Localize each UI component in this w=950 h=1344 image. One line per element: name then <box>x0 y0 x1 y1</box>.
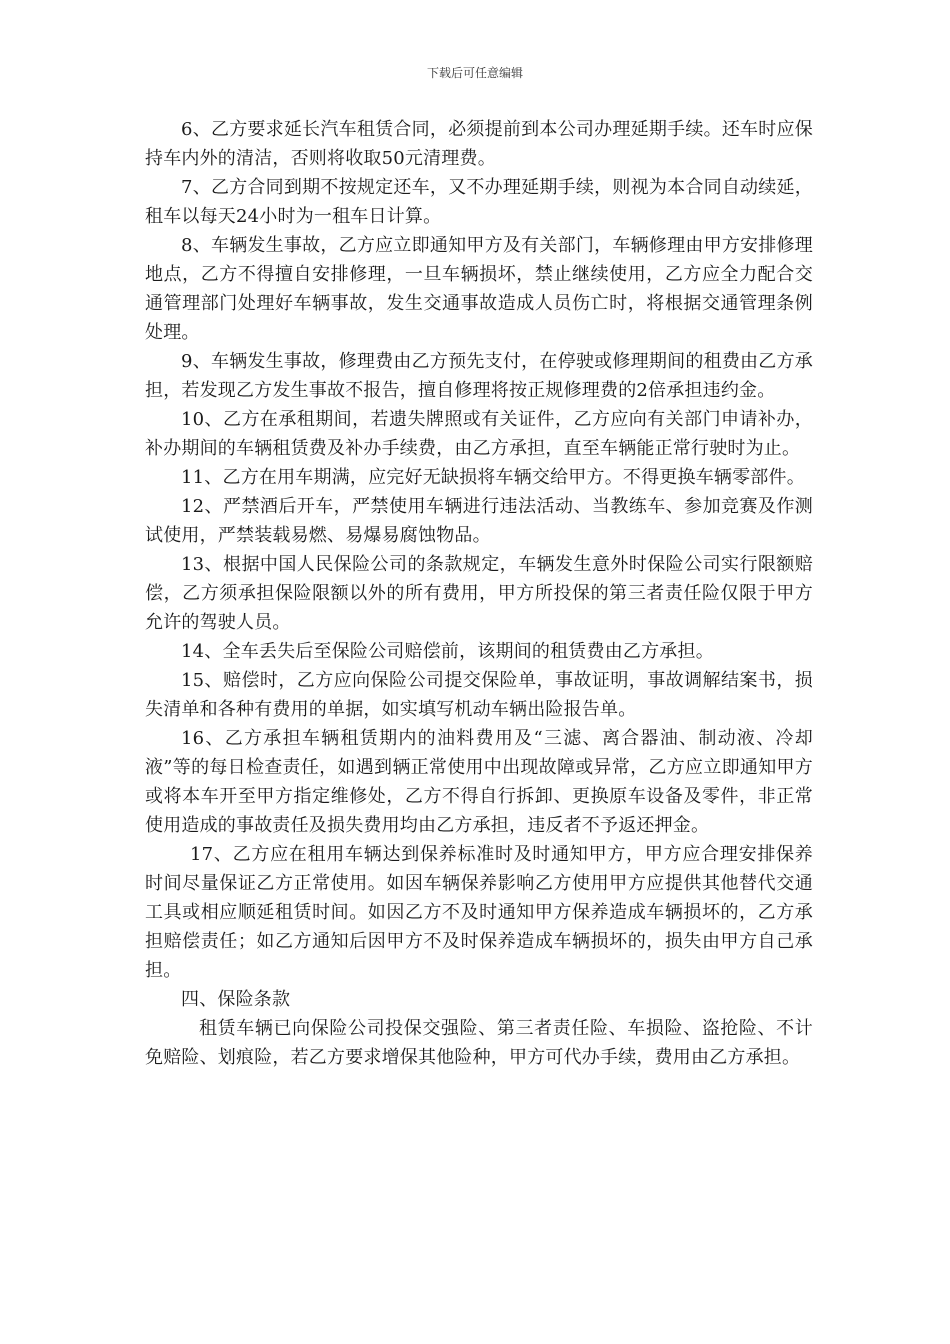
clause-11: 11、乙方在用车期满，应完好无缺损将车辆交给甲方。不得更换车辆零部件。 <box>181 467 805 488</box>
clause-15: 15、赔偿时，乙方应向保险公司提交保险单，事故证明，事故调解结案书，损失清单和各种有费用的单据，如实填写机动车辆出险报告单。 <box>145 670 813 720</box>
insurance-clause-body: 租赁车辆已向保险公司投保交强险、第三者责任险、车损险、盗抢险、不计免赔险、划痕险，若乙方要求增保其他险种，甲方可代办手续，费用由乙方承担。 <box>145 1018 813 1068</box>
clause-7: 7、乙方合同到期不按规定还车，又不办理延期手续，则视为本合同自动续延，租车以每天24小时为一租车日计算。 <box>145 177 813 227</box>
page-header-note: 下载后可任意编辑 <box>426 66 523 80</box>
document-body <box>145 115 813 1072</box>
clause-17: 17、乙方应在租用车辆达到保养标准时及时通知甲方，甲方应合理安排保养时间尽量保证乙方正常使用。如因车辆保养影响乙方使用甲方应提供其他替代交通工具或相应顺延租赁时间。如因乙方不及时通知甲方保养造成车辆损坏的，乙方承担赔偿责任；如乙方通知后因甲方不及时保养造成车辆损坏的，损失由甲方自己承担。 <box>145 844 813 981</box>
clause-13: 13、根据中国人民保险公司的条款规定，车辆发生意外时保险公司实行限额赔偿，乙方须承担保险限额以外的所有费用，甲方所投保的第三者责任险仅限于甲方允许的驾驶人员。 <box>145 554 813 633</box>
clause-12: 12、严禁酒后开车，严禁使用车辆进行违法活动、当教练车、参加竞赛及作测试使用，严禁装载易燃、易爆易腐蚀物品。 <box>145 496 813 546</box>
clause-6: 6、乙方要求延长汽车租赁合同，必须提前到本公司办理延期手续。还车时应保持车内外的清洁，否则将收取50元清理费。 <box>145 119 813 169</box>
clause-9: 9、车辆发生事故，修理费由乙方预先支付，在停驶或修理期间的租费由乙方承担，若发现乙方发生事故不报告，擅自修理将按正规修理费的2倍承担违约金。 <box>145 351 813 401</box>
clause-8: 8、车辆发生事故，乙方应立即通知甲方及有关部门，车辆修理由甲方安排修理地点，乙方不得擅自安排修理，一旦车辆损坏，禁止继续使用，乙方应全力配合交通管理部门处理好车辆事故，发生交通事故造成人员伤亡时，将根据交通管理条例处理。 <box>145 235 813 343</box>
clause-14: 14、全车丢失后至保险公司赔偿前，该期间的租赁费由乙方承担。 <box>181 641 714 662</box>
section-heading-insurance: 四、保险条款 <box>181 989 291 1010</box>
clause-16: 16、乙方承担车辆租赁期内的油料费用及“三滤、离合器油、制动液、冷却液”等的每日检查责任，如遇到辆正常使用中出现故障或异常，乙方应立即通知甲方或将本车开至甲方指定维修处，乙方不得自行拆卸、更换原车设备及零件，非正常使用造成的事故责任及损失费用均由乙方承担，违反者不予返还押金。 <box>145 728 813 836</box>
clause-10: 10、乙方在承租期间，若遗失牌照或有关证件，乙方应向有关部门申请补办，补办期间的车辆租赁费及补办手续费，由乙方承担，直至车辆能正常行驶时为止。 <box>145 409 813 459</box>
